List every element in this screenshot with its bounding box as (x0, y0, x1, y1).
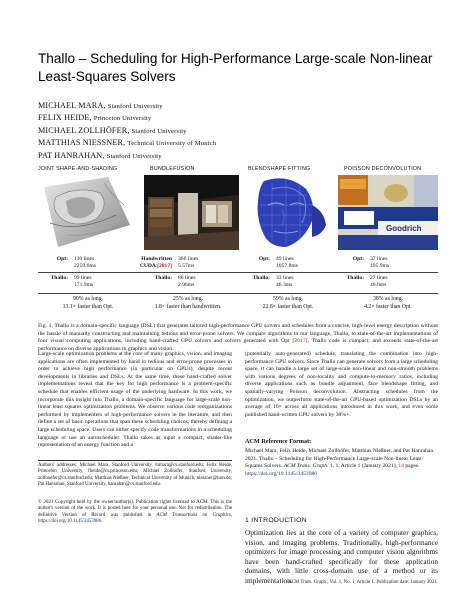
abstract-right (245, 351, 438, 419)
journal-name: ACM Trans. Graph. (283, 463, 329, 470)
author-affiliation: Stanford University (107, 103, 163, 110)
stats-key-line1: Handwritten (141, 256, 172, 262)
stats-key: Opt: (56, 256, 68, 262)
stats-key: Thallo: (346, 275, 364, 281)
summary-line: 25% as long. (172, 296, 204, 302)
section-heading-introduction: 1 INTRODUCTION (245, 517, 307, 524)
stats-time: 2259.6ms (74, 263, 96, 270)
footnote-addresses: Authors' addresses: Michael Mara, Stanford University, mmara@cs.stanford.edu; Felix Heide, Princeton University, fheide@cs.princeton.edu; Michael Zollhöfer, Stanford University, zollhoefer@cs.stanford.edu; Matthias Nießner, Technical University of Munich, niessner@tum.de; Pat Hanrahan, Stanford University, hanrahan@cs.stanford.edu. (38, 463, 232, 487)
stats-time: 46.6ms (370, 282, 387, 289)
author-affiliation: Technical University of Munich (127, 140, 217, 148)
caption-text: . Thallo code is compact, and exceeds state-of-the-art performance on diverse applications in graphics and vision. (38, 338, 438, 352)
stats-opt-4 (338, 256, 438, 272)
author-list (38, 100, 438, 162)
author-name: FELIX HEIDE, (38, 113, 92, 123)
stats-key: Thallo: (154, 275, 172, 281)
stats-key: Thallo: (252, 275, 270, 281)
panel-label-bundlefusion: BUNDLEFUSION (150, 166, 195, 172)
stats-lines: 110 lines (74, 256, 95, 262)
summary-line: 22.8× faster than Opt. (262, 303, 314, 310)
stats-time: 2.96ms (178, 282, 195, 289)
footnote-rule (38, 460, 232, 461)
reference-format-body (245, 448, 438, 478)
author-line (38, 137, 438, 149)
journal-name: ACM Transactions on Graphics (156, 512, 231, 518)
stats-lines: 27 lines (370, 275, 388, 281)
page-footer: ACM Trans. Graph., Vol. 1, No. 1, Article 1. Publication date: January 2021. (288, 580, 438, 585)
author-name: PAT HANRAHAN, (38, 150, 105, 160)
summary-line: 38% as long. (372, 296, 404, 302)
stats-time: 195.9ms (370, 263, 390, 270)
reference-text: Michael Mara, Felix Heide, Michael Zollhöfer, Matthias Nießner, and Pat Hanrahan. 2021. Thallo – Scheduling for High-Performance Large-scale Non-linear Least-Squares Solvers. (245, 448, 435, 470)
reference-format-heading: ACM Reference Format: (245, 438, 312, 445)
introduction-paragraph: Optimization lies at the core of a variety of computer graphics, vision, and imaging problems. Traditionally, high-performance optimizers for image processing and computer vision algorithms have been hand-crafted specifically for these application domains, with little cross-domain use of a method or its implementation. (245, 528, 438, 585)
summary-line: 59% as long. (272, 296, 304, 302)
stats-time: 1057.8ms (276, 263, 298, 270)
stats-time: 5.57ms (178, 263, 195, 270)
author-line (38, 112, 438, 124)
stats-time: 171.9ms (74, 282, 94, 289)
shape-shading-image (38, 175, 133, 250)
author-affiliation: Stanford University (106, 152, 162, 160)
panel-label-blendshape: BLENDSHAPE FITTING (248, 166, 311, 172)
author-name: MATTHIAS NIESSNER, (38, 138, 126, 148)
summary-shape-shading (38, 296, 138, 312)
stats-thallo-3 (238, 275, 338, 291)
panel-label-poisson: POISSON DECONVOLUTION (344, 166, 422, 172)
abstract-paragraph: (potentially auto-generated) schedule, translating the combination into high-performance GPU solvers. Since Thallo can generate solvers from a large scheduling space, it can handle a large set of large-scale non-linear and non-smooth problems with various degrees of non-locality and compute-to-memory ratios, including diverse applications such as bundle adjustment, face blendshape fitting, and spatially-varying Poisson deconvolution. Abstracting schedules from the optimization, we outperform state-of-the-art GPU-based optimization DSLs by an average of 16× across all applications introduced in this work, and even some published hand-written GPU solvers by 30%+. (245, 351, 438, 418)
pages-count: 14 (398, 463, 404, 470)
footnote-text: © 2021 Copyright held by the owner/author(s). Publication rights licensed to ACM. This is the author's version of the work. It is posted here for your personal use. Not for redistribution. The definitive Version of Record was published in (38, 500, 232, 518)
doi-link[interactable]: https://doi.org/10.1145/3453986 (38, 518, 102, 524)
footnote-copyright: © 2021 Copyright held by the owner/author(s). Publication rights licensed to ACM. This is the author's version of the work. It is posted here for your personal use. Not for redistribution. The definitive Version of Record was published in ACM Transactions on Graphics, https://doi.org/10.1145/3453986. (38, 500, 232, 524)
bundlefusion-image (144, 175, 239, 250)
figure-caption (38, 323, 438, 353)
paper-title: Thallo – Scheduling for High-Performance Large-scale Non-linear Least-Squares Solvers (38, 51, 433, 84)
stats-key: Opt: (352, 256, 364, 262)
stats-key: Opt: (258, 256, 270, 262)
stats-key (138, 263, 172, 270)
stats-thallo-2 (138, 275, 238, 291)
poster-text: Goodrich (386, 224, 422, 233)
stats-lines: 37 lines (370, 256, 388, 262)
divider (38, 272, 438, 273)
summary-line: 1.8× faster than handwritten. (154, 303, 222, 310)
blendshape-face-image (242, 175, 332, 250)
divider (38, 293, 438, 294)
doi-link[interactable]: https://doi.org/10.1145/3453986 (245, 470, 318, 477)
stats-lines: 99 lines (74, 275, 92, 281)
summary-line: 90% as long. (72, 296, 104, 302)
stats-time: 46.3ms (276, 282, 293, 289)
reference-text: 1, 1, Article 1 (January 2021), (328, 463, 399, 470)
summary-line: 13.1× faster than Opt. (62, 303, 114, 310)
author-affiliation: Princeton University (93, 115, 152, 123)
stats-lines: 49 lines (276, 256, 294, 262)
stats-thallo-4 (338, 275, 438, 291)
panel-label-shape-shading: JOINT SHAPE-AND-SHADING (38, 166, 118, 172)
stats-lines: 86 lines (178, 275, 196, 281)
abstract-left (38, 351, 232, 450)
stats-opt-3 (238, 256, 338, 272)
citation-link[interactable]: [2017] (157, 263, 172, 270)
poisson-deconvolution-image (338, 175, 438, 250)
stats-key: Thallo: (50, 275, 68, 281)
summary-bundlefusion (138, 296, 238, 312)
caption-text: Fig. 1. Thallo is a domain-specific language (DSL) that generates tailored high-performance GPU solvers and schedules from a concise, high-level energy description without the hassle of manually constructing and maintaining tedious and error-prone solvers. We compare algorithms in our language, Thallo, to state-of-the-art implementations of four visual computing applications, including hand-crafted GPU solvers and solvers generated with Opt (38, 323, 438, 345)
author-line (38, 150, 438, 162)
author-name: MICHAEL ZOLLHÖFER, (38, 125, 130, 135)
summary-blendshape (238, 296, 338, 312)
stats-handwritten (138, 256, 238, 272)
author-line (38, 125, 438, 137)
summary-poisson (338, 296, 438, 312)
stats-opt-1 (38, 256, 138, 272)
stats-lines: 33 lines (276, 275, 294, 281)
author-name: MICHAEL MARA, (38, 101, 106, 110)
author-affiliation: Stanford University (131, 127, 187, 135)
summary-line: 4.2× faster than Opt. (364, 303, 412, 310)
citation-link[interactable]: [2017] (292, 338, 308, 345)
stats-key-line2: CUDA (139, 263, 156, 270)
stats-thallo-1 (38, 275, 138, 291)
stats-lines: 366 lines (178, 256, 199, 262)
abstract-paragraph: Large-scale optimization problems at the core of many graphics, vision, and imaging applications are often implemented by hand in tedious and error-prone processes in order to achieve high performance (in particular on GPUs), despite recent developments in libraries and DSLs. At the same time, these hand-crafted solver implementations reveal that the key for high performance is a problem-specific schedule that enables efficient usage of the underlying hardware. In this work, we incorporate this insight into Thallo, a domain-specific language for large-scale non-linear least squares optimization problems. We observe various code reorganizations performed by implementers of high-performance solvers in the literature, and then define a set of basic operations that span these scheduling choices, thereby defining a large scheduling space. Users can either specify code transformations in a scheduling language or use an autoscheduler. Thallo takes as input a compact, shader-like representation of an energy function and a (38, 351, 232, 449)
author-line (38, 100, 438, 112)
stats-key (138, 256, 172, 263)
reference-text: pages. (403, 463, 420, 470)
